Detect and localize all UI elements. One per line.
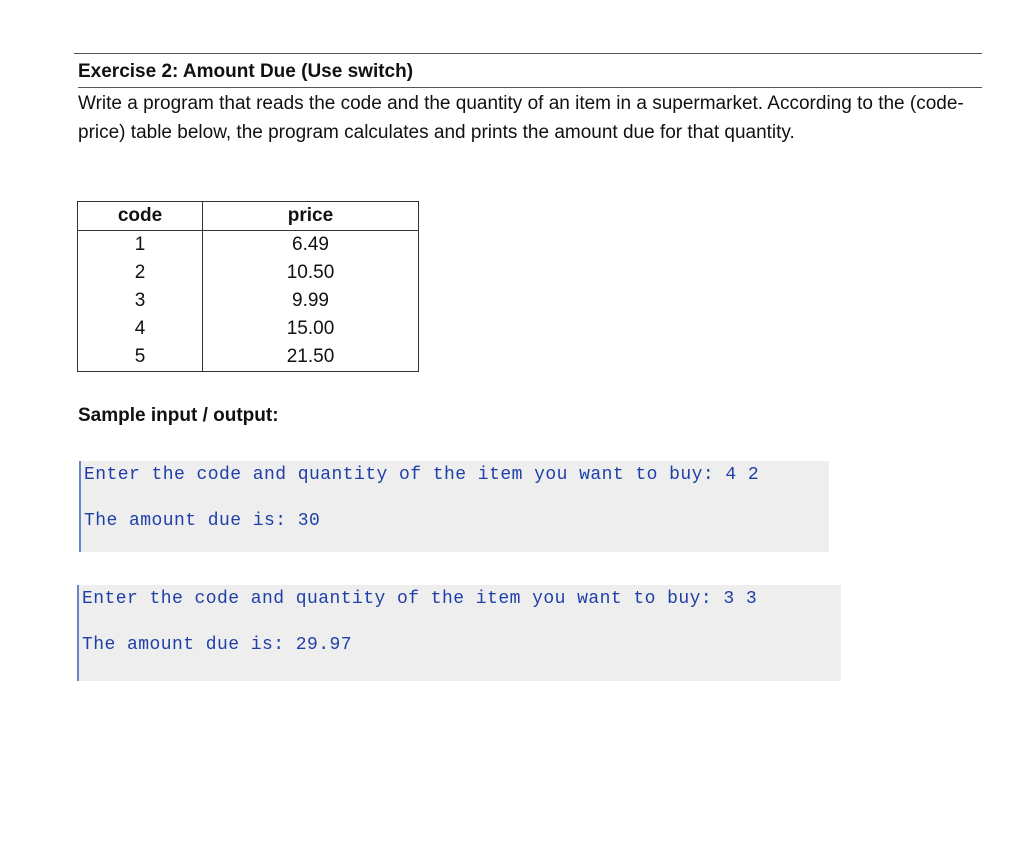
console-result-line: The amount due is: 29.97 [82, 635, 353, 655]
console-output-2 [77, 585, 841, 681]
table-row [78, 259, 419, 287]
table-header-row [78, 202, 419, 231]
top-rule [74, 53, 982, 54]
exercise-description: Write a program that reads the code and the quantity of an item in a supermarket. According to the (code-price) table below, the program calculates and prints the amount due for that quantity. [78, 93, 964, 143]
price-cell: 15.00 [203, 315, 419, 343]
table-row [78, 287, 419, 315]
column-header-price: price [203, 202, 419, 231]
console-cursor-bar [77, 585, 79, 681]
exercise-title: Exercise 2: Amount Due (Use switch) [78, 59, 982, 88]
console-prompt-line: Enter the code and quantity of the item you want to buy: 4 2 [84, 465, 760, 485]
code-cell: 4 [78, 315, 203, 343]
console-cursor-bar [79, 461, 81, 552]
console-result-line: The amount due is: 30 [84, 511, 321, 531]
price-cell: 21.50 [203, 343, 419, 372]
sample-heading: Sample input / output: [78, 405, 279, 426]
code-cell: 5 [78, 343, 203, 372]
console-prompt-line: Enter the code and quantity of the item you want to buy: 3 3 [82, 589, 758, 609]
table-row [78, 231, 419, 260]
column-header-code: code [78, 202, 203, 231]
price-cell: 6.49 [203, 231, 419, 260]
code-cell: 3 [78, 287, 203, 315]
code-cell: 1 [78, 231, 203, 260]
table-row [78, 343, 419, 372]
code-cell: 2 [78, 259, 203, 287]
table-row [78, 315, 419, 343]
code-price-table [77, 201, 419, 372]
price-cell: 10.50 [203, 259, 419, 287]
console-output-1 [79, 461, 829, 552]
price-cell: 9.99 [203, 287, 419, 315]
